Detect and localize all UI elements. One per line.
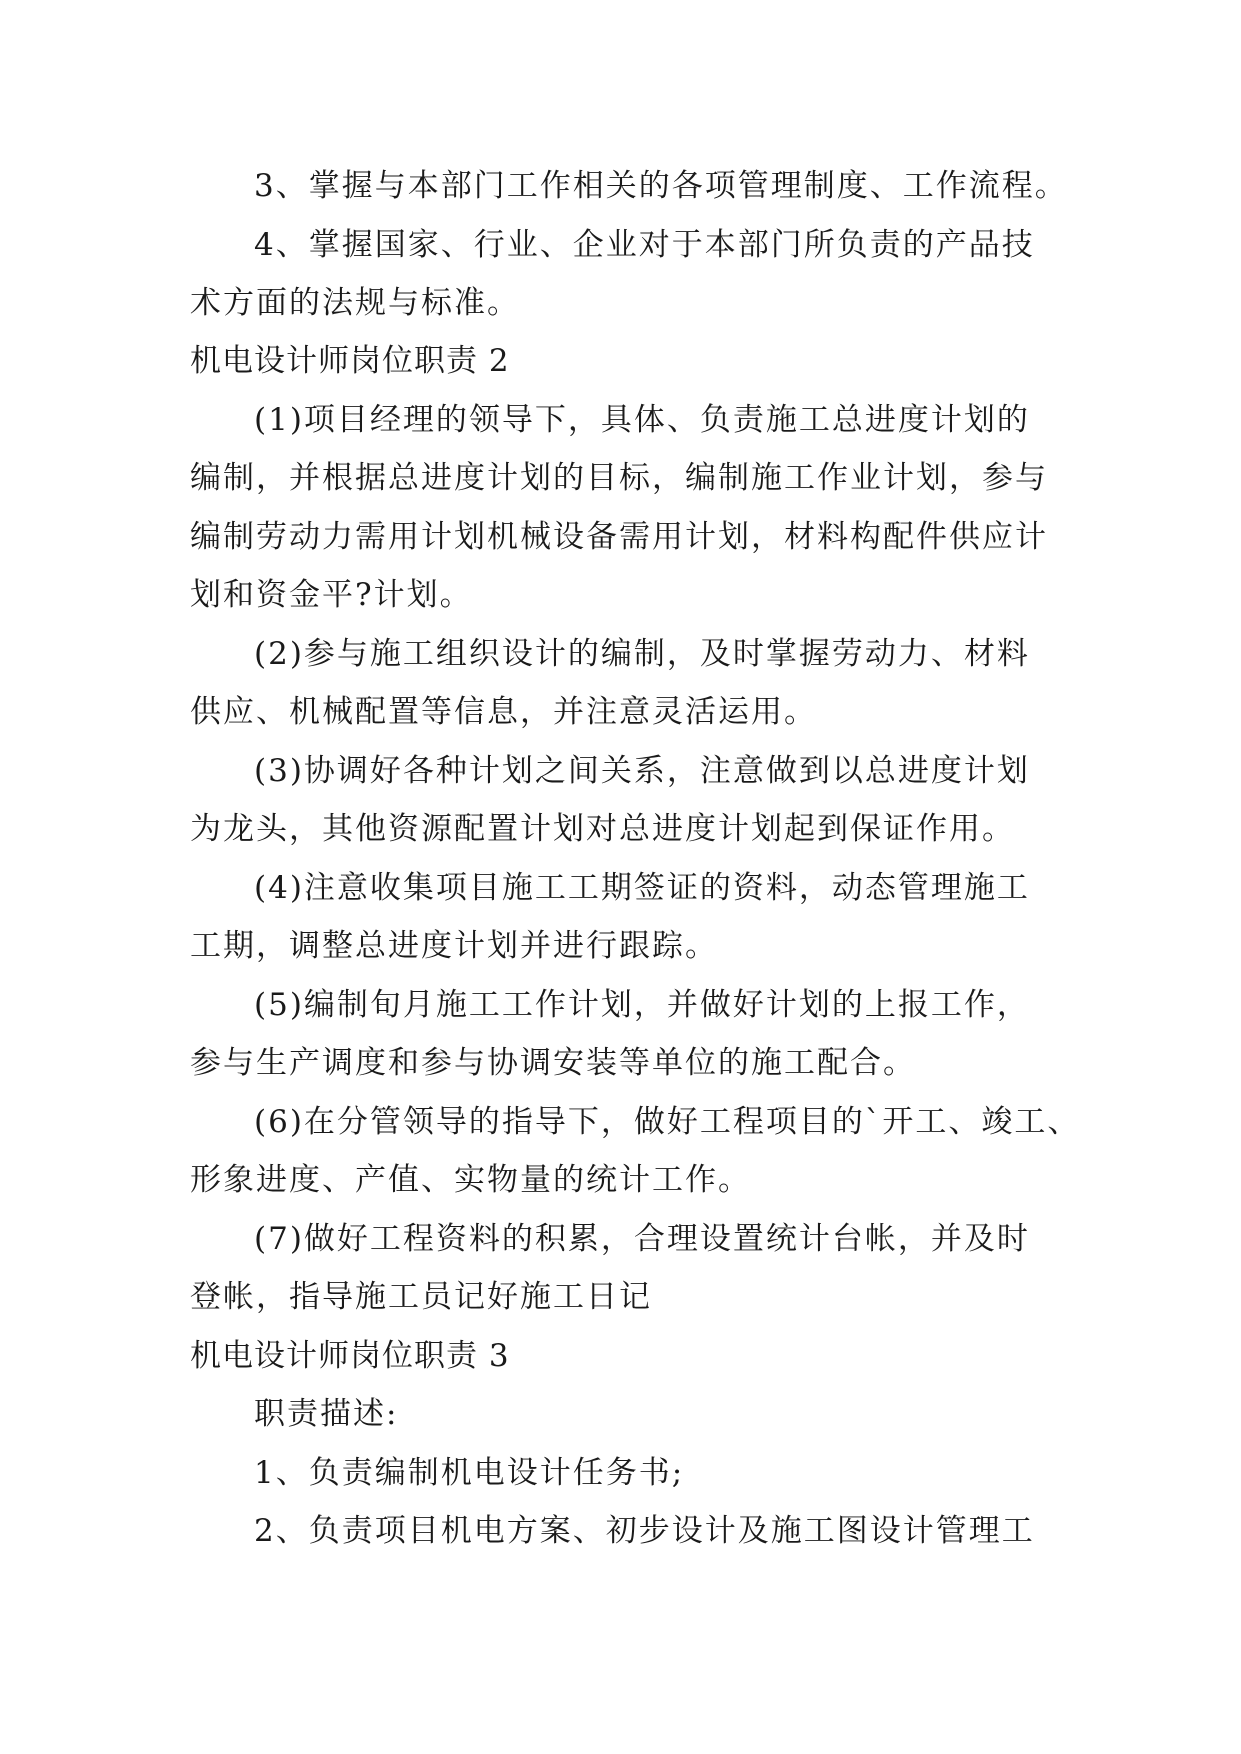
paragraph-line: 3、掌握与本部门工作相关的各项管理制度、工作流程。 <box>254 168 1068 204</box>
section-heading: 机电设计师岗位职责 3 <box>190 1338 510 1374</box>
paragraph-line: 为龙头，其他资源配置计划对总进度计划起到保证作用。 <box>190 811 1015 847</box>
paragraph-line: 2、负责项目机电方案、初步设计及施工图设计管理工 <box>254 1513 1035 1549</box>
section-heading: 机电设计师岗位职责 2 <box>190 343 510 379</box>
paragraph-line: 1、负责编制机电设计任务书; <box>254 1455 685 1491</box>
paragraph-line: (6)在分管领导的指导下，做好工程项目的`开工、竣工、 <box>254 1104 1081 1140</box>
paragraph-line: (5)编制旬月施工工作计划，并做好计划的上报工作， <box>254 987 1030 1023</box>
paragraph-line: 术方面的法规与标准。 <box>190 285 520 321</box>
paragraph-line: 编制，并根据总进度计划的目标，编制施工作业计划，参与 <box>190 460 1048 496</box>
paragraph-line: (3)协调好各种计划之间关系，注意做到以总进度计划 <box>254 753 1030 789</box>
paragraph-line: (7)做好工程资料的积累，合理设置统计台帐，并及时 <box>254 1221 1030 1257</box>
paragraph-line: 工期，调整总进度计划并进行跟踪。 <box>190 928 718 964</box>
paragraph-line: (2)参与施工组织设计的编制，及时掌握劳动力、材料 <box>254 636 1030 672</box>
paragraph-line: 形象进度、产值、实物量的统计工作。 <box>190 1162 751 1198</box>
paragraph-line: 4、掌握国家、行业、企业对于本部门所负责的产品技 <box>254 227 1035 263</box>
paragraph-line: 职责描述: <box>254 1396 399 1432</box>
paragraph-line: (4)注意收集项目施工工期签证的资料，动态管理施工 <box>254 870 1030 906</box>
paragraph-line: 参与生产调度和参与协调安装等单位的施工配合。 <box>190 1045 916 1081</box>
paragraph-line: 供应、机械配置等信息，并注意灵活运用。 <box>190 694 817 730</box>
paragraph-line: (1)项目经理的领导下，具体、负责施工总进度计划的 <box>254 402 1030 438</box>
paragraph-line: 登帐，指导施工员记好施工日记 <box>190 1279 652 1315</box>
paragraph-line: 划和资金平?计划。 <box>190 577 473 613</box>
paragraph-line: 编制劳动力需用计划机械设备需用计划，材料构配件供应计 <box>190 519 1048 555</box>
